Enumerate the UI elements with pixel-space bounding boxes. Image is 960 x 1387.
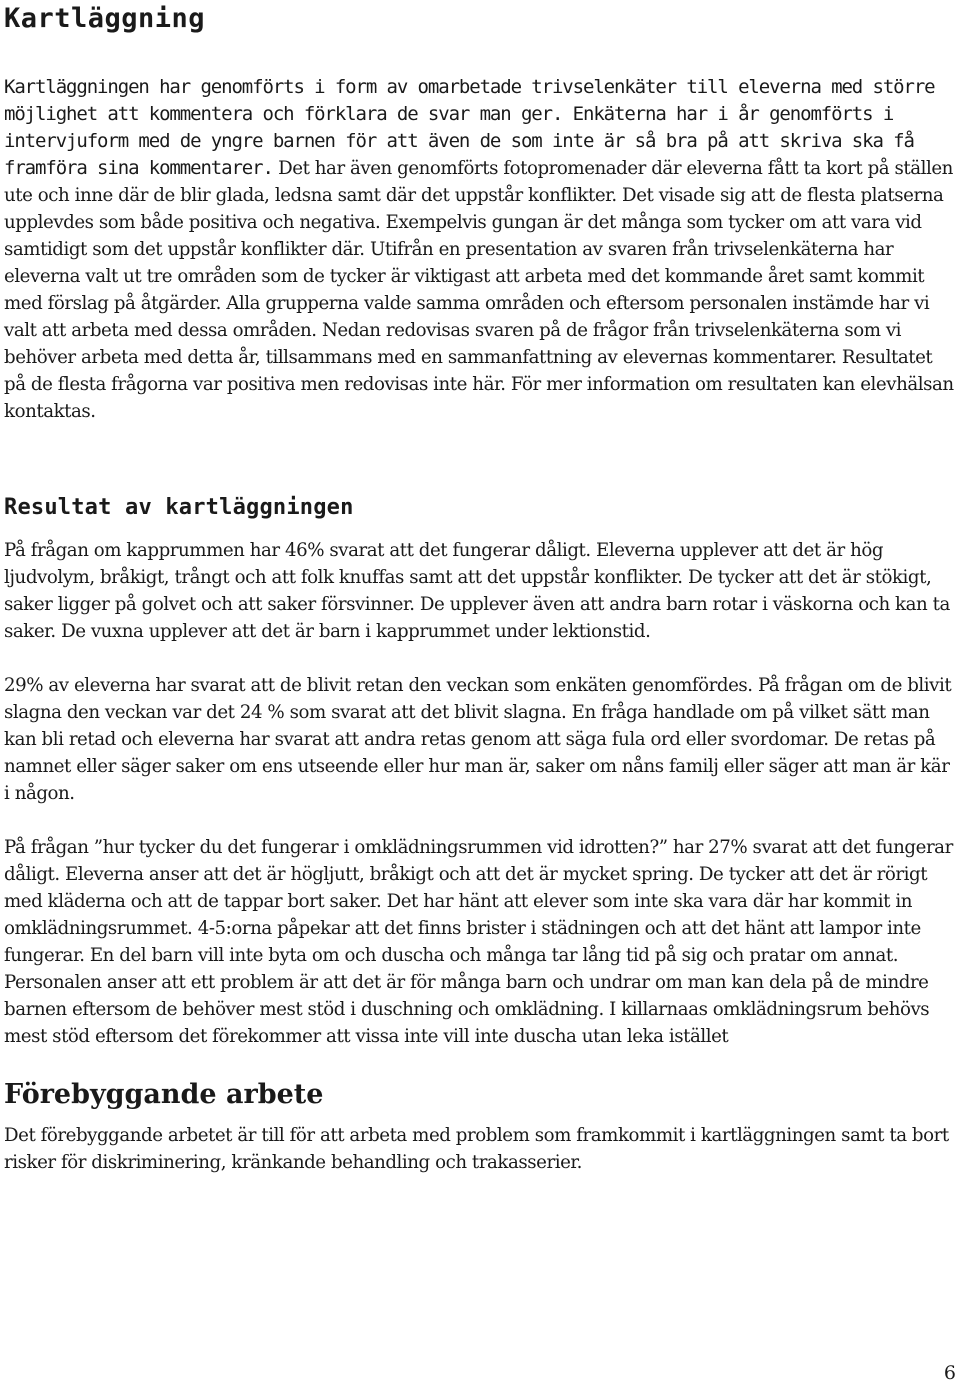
results-paragraph-cloakroom: På frågan om kapprummen har 46% svarat att det fungerar dåligt. Eleverna upplever att det är hög ljudvolym, bråkigt, trångt och att folk knuffas samt att det uppstår konflikter. De tycker att det är stökigt, saker ligger på golvet och att saker försvinner. De upplever även att andra barn rotar i väskorna och kan ta saker. De vuxna upplever att det är barn i kapprummet under lektionstid. [4,540,950,642]
prevention-paragraph: Det förebyggande arbetet är till för att arbeta med problem som framkommit i kartläggningen samt ta bort risker för diskriminering, kränkande behandling och trakasserier. [4,1125,949,1173]
prevention-heading: Förebyggande arbete [4,1079,324,1110]
intro-paragraph [4,74,954,425]
page-title: Kartläggning [4,3,206,34]
results-heading: Resultat av kartläggningen [4,495,354,520]
results-paragraph-changing-rooms: På frågan ”hur tycker du det fungerar i omklädningsrummen vid idrotten?” har 27% svarat att det fungerar dåligt. Eleverna anser att det är högljutt, bråkigt och att det är mycket spring. De tycker att det är rörigt med kläderna och att de tappar bort saker. Det har hänt att elever som inte ska vara där har kommit in omklädningsrummet. 4-5:orna påpekar att det finns brister i städningen och att det hänt att lampor inte fungerar. En del barn vill inte byta om och duscha och många tar lång tid på sig och pratar om annat. Personalen anser att ett problem är att det är för många barn och undrar om man kan dela på de mindre barnen eftersom de behöver mest stöd i duschning och omklädning. I killarnaas omklädningsrum behövs mest stöd eftersom det förekommer att vissa inte vill inte duscha utan leka istället [4,837,953,1047]
results-paragraph-teasing: 29% av eleverna har svarat att de blivit retan den veckan som enkäten genomfördes. På frågan om de blivit slagna den veckan var det 24 % som svarat att det blivit slagna. En fråga handlade om på vilket sätt man kan bli retad och eleverna har svarat att andra retas genom att säga fula ord eller svordomar. De retas på namnet eller säger saker om ens utseende eller hur man är, saker om nåns familj eller säger att man är kär i någon. [4,675,952,804]
page-number: 6 [943,1362,956,1384]
intro-text-mono: Kartläggningen har genomförts i form av omarbetade trivselenkäter till eleverna med större möjlighet att kommentera och förklara de svar man ger. Enkäterna har i år genomförts i intervjuform med de yngre barnen för att även de som inte är så bra på att skriva ska få framföra sina kommentarer. [4,76,935,179]
intro-text-serif: Det har även genomförts fotopromenader där eleverna fått ta kort på ställen ute och inne där de blir glada, ledsna samt där det uppstår konflikter. Det visade sig att de flesta platserna upplevdes som både positiva och negativa. Exempelvis gungan är det många som tycker om att vara vid samtidigt som det uppstår konflikter där. Utifrån en presentation av svaren från trivselenkäterna har eleverna valt ut tre områden som de tycker är viktigast att arbeta med det kommande året samt kommit med förslag på åtgärder. Alla grupperna valde samma områden och eftersom personalen instämde har vi valt att arbeta med dessa områden. Nedan redovisas svaren på de frågor från trivselenkäterna som vi behöver arbeta med detta år, tillsammans med en sammanfattning av elevernas kommentarer. Resultatet på de flesta frågorna var positiva men redovisas inte här. För mer information om resultaten kan elevhälsan kontaktas. [4,158,954,422]
document-page [4,0,954,1176]
